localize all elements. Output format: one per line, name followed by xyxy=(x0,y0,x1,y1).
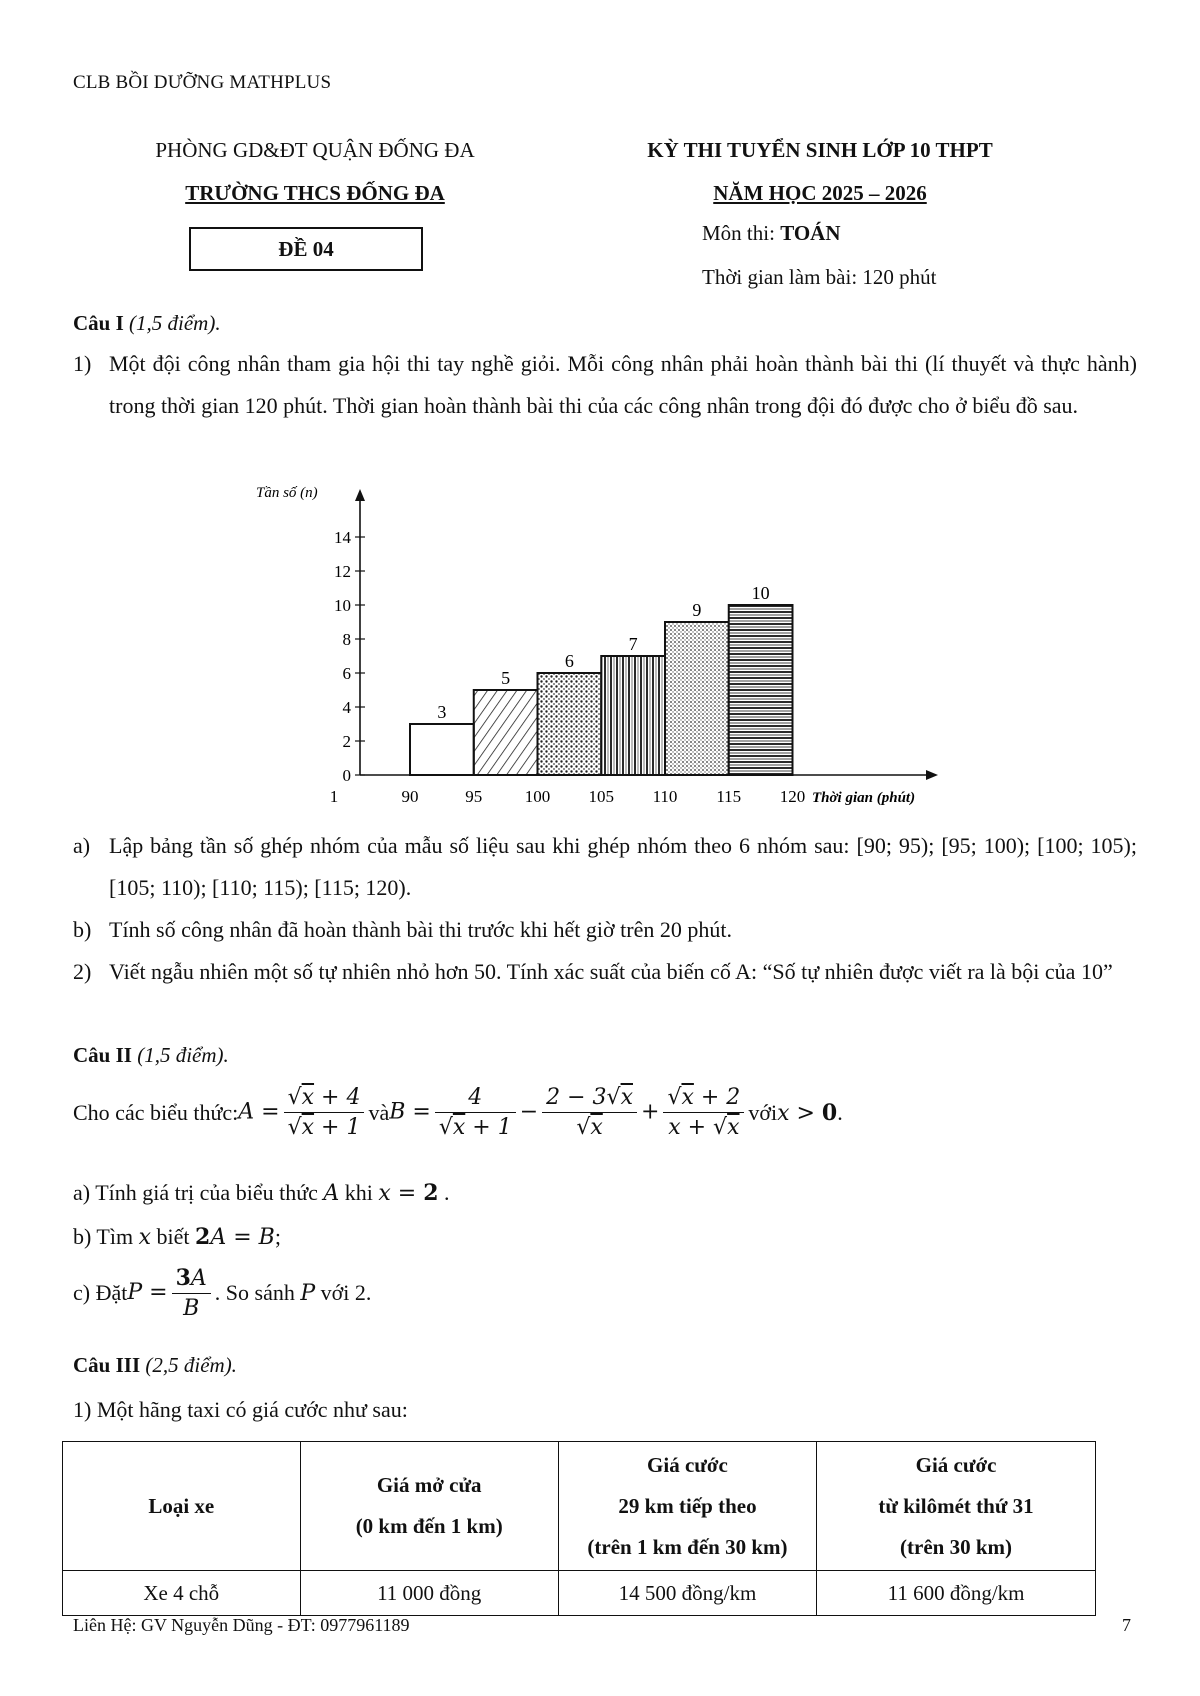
header-line: (0 km đến 1 km) xyxy=(355,1514,503,1538)
q1-part1-number: 1) xyxy=(73,351,92,376)
q2-part-b: b) Tìm x biết 2A = B; xyxy=(73,1224,281,1250)
q1-part2 xyxy=(73,951,1137,993)
x-tick-label: 100 xyxy=(524,787,551,806)
q2-a-text: a) Tính giá trị của biểu thức xyxy=(73,1180,324,1205)
y-tick-label: 12 xyxy=(334,562,351,581)
y-tick-label: 2 xyxy=(342,732,351,751)
q2-b-text: b) Tìm xyxy=(73,1224,139,1249)
q2-points: (1,5 điểm). xyxy=(137,1043,229,1067)
table-header-row xyxy=(63,1442,1096,1571)
q2-condition-label: với xyxy=(748,1099,778,1125)
x-axis-arrow xyxy=(926,770,938,780)
exam-code: ĐỀ 04 xyxy=(278,236,334,261)
header-line: 29 km tiếp theo xyxy=(618,1493,757,1518)
q2-part-c: c) Đặt P = $\frac{3A}{B}$ . So sánh P với 2. xyxy=(73,1265,372,1321)
y-axis-label: Tần số (n) xyxy=(256,485,318,501)
y-axis-arrow xyxy=(355,489,365,501)
taxi-fare-table xyxy=(62,1441,1096,1616)
q1-part1-text: Một đội công nhân tham gia hội thi tay nghề giỏi. Mỗi công nhân phải hoàn thành bài thi (lí thuyết và thực hành) trong thời gian 120 phút. Thời gian hoàn thành bài thi của các công nhân trong đội đó được cho ở biểu đồ sau. xyxy=(109,351,1137,418)
header-next-29km-fare xyxy=(558,1442,816,1571)
page-number: 7 xyxy=(1122,1615,1131,1635)
school-name: TRƯỜNG THCS ĐỐNG ĐA xyxy=(185,181,445,205)
header-over-30km-fare xyxy=(817,1442,1096,1571)
cell-vehicle: Xe 4 chỗ xyxy=(63,1571,301,1616)
bar-value-label: 5 xyxy=(501,668,511,688)
q2-part-a: a) Tính giá trị của biểu thức A khi x = 2 . xyxy=(73,1180,450,1206)
y-tick-label: 14 xyxy=(334,528,351,547)
q2-expressions: Cho các biểu thức: A = $\frac{√x + 4}{√x + 1}$ và B = $\frac{4}{√x + 1}$ − $\frac{2 - 3√x}{√x}$ + $\frac{√x + 2}{x + √x}$ với x > 0 . xyxy=(73,1085,843,1140)
q2-intro: Cho các biểu thức: xyxy=(73,1099,239,1125)
q3-part1: 1) Một hãng taxi có giá cước như sau: xyxy=(73,1397,408,1422)
header-line: Loại xe xyxy=(148,1493,215,1518)
histogram-bar xyxy=(729,605,793,775)
bar-value-label: 7 xyxy=(628,634,638,654)
q1-b-text: Tính số công nhân đã hoàn thành bài thi trước khi hết giờ trên 20 phút. xyxy=(109,917,732,942)
q2-and: và xyxy=(368,1099,390,1125)
q1-part-b xyxy=(73,909,1137,951)
q2-b-mid: biết xyxy=(151,1224,196,1249)
bar-value-label: 9 xyxy=(692,600,702,620)
cell-over-30-fare: 11 600 đồng/km xyxy=(817,1571,1096,1616)
bar-value-label: 10 xyxy=(751,583,770,603)
q1-part1 xyxy=(73,343,1137,427)
club-name: CLB BỒI DƯỠNG MATHPLUS xyxy=(73,72,332,93)
condition-expression: x > 0 xyxy=(777,1099,838,1126)
y-tick-label: 4 xyxy=(342,698,351,717)
q2-label: Câu II xyxy=(73,1043,138,1067)
header-opening-fare xyxy=(300,1442,558,1571)
footer-contact: Liên Hệ: GV Nguyễn Dũng - ĐT: 0977961189 xyxy=(73,1615,410,1635)
q1-b-number: b) xyxy=(73,917,92,942)
q1-part2-number: 2) xyxy=(73,959,92,984)
q1-label: Câu I xyxy=(73,311,130,335)
question-2-title xyxy=(73,1043,229,1068)
histogram-bar xyxy=(665,622,729,775)
y-tick-label: 0 xyxy=(342,766,351,785)
expression-a: A = $\frac{√x + 4}{√x + 1}$ xyxy=(238,1085,368,1140)
x-tick-label: 1 xyxy=(329,787,339,806)
q2-a-when: khi xyxy=(339,1180,379,1205)
histogram-bar xyxy=(474,690,538,775)
histogram-bar xyxy=(410,724,474,775)
cell-next-fare: 14 500 đồng/km xyxy=(558,1571,816,1616)
exam-title: KỲ THI TUYỂN SINH LỚP 10 THPT xyxy=(647,138,993,162)
histogram-bar xyxy=(601,656,665,775)
exam-code-box xyxy=(189,227,423,271)
x-tick-label: 110 xyxy=(652,787,678,806)
q2-c-end: . So sánh xyxy=(214,1280,295,1305)
q1-points: (1,5 điểm). xyxy=(129,311,221,335)
school-year: NĂM HỌC 2025 – 2026 xyxy=(713,181,927,205)
table-row xyxy=(63,1571,1096,1616)
q1-a-text: Lập bảng tần số ghép nhóm của mẫu số liệu sau khi ghép nhóm theo 6 nhóm sau: [90; 95); [95; 100); [100; 105); [105; 110); [110; 115); [115; 120). xyxy=(109,833,1137,900)
frequency-histogram xyxy=(250,485,950,820)
x-axis-label: Thời gian (phút) xyxy=(812,790,916,806)
header-line: Giá cước xyxy=(647,1452,728,1477)
office-name: PHÒNG GD&ĐT QUẬN ĐỐNG ĐA xyxy=(155,138,475,162)
bar-value-label: 3 xyxy=(437,702,447,722)
header-line: (trên 1 km đến 30 km) xyxy=(587,1534,788,1559)
q1-a-number: a) xyxy=(73,833,91,858)
question-1-title xyxy=(73,311,221,336)
chart-plot-area xyxy=(256,485,938,806)
bar-value-label: 6 xyxy=(564,651,574,671)
q3-label: Câu III xyxy=(73,1353,146,1377)
header-line: từ kilômét thứ 31 xyxy=(878,1493,1034,1518)
header-line: (trên 30 km) xyxy=(900,1534,1013,1559)
subject-line xyxy=(702,221,840,246)
x-tick-label: 105 xyxy=(588,787,614,806)
x-tick-label: 120 xyxy=(779,787,806,806)
exam-time: Thời gian làm bài: 120 phút xyxy=(702,265,937,289)
histogram-bar xyxy=(538,673,602,775)
y-tick-label: 10 xyxy=(334,596,351,615)
header-line: Giá mở cửa xyxy=(376,1473,482,1497)
expression-b: B = $\frac{4}{√x + 1}$ − $\frac{2 - 3√x}{√x}$ + $\frac{√x + 2}{x + √x}$ xyxy=(389,1085,748,1140)
cell-opening-fare: 11 000 đồng xyxy=(300,1571,558,1616)
q2-c-text: c) Đặt xyxy=(73,1280,128,1305)
fraction-a: $\frac{√x + 4}{√x + 1}$ xyxy=(284,1085,365,1140)
q1-part2-text: Viết ngẫu nhiên một số tự nhiên nhỏ hơn 50. Tính xác suất của biến cố A: “Số tự nhiên được viết ra là bội của 10” xyxy=(109,959,1113,984)
header-line: Giá cước xyxy=(915,1452,997,1477)
header-vehicle-type xyxy=(63,1442,301,1571)
y-tick-label: 8 xyxy=(342,630,351,649)
q2-c-end2: với 2. xyxy=(320,1280,372,1305)
subject: TOÁN xyxy=(780,221,841,245)
x-tick-label: 90 xyxy=(401,787,419,806)
subject-label: Môn thi: xyxy=(702,221,781,245)
x-tick-label: 115 xyxy=(716,787,742,806)
q3-points: (2,5 điểm). xyxy=(145,1353,237,1377)
q1-part-a xyxy=(73,825,1137,909)
y-tick-label: 6 xyxy=(342,664,351,683)
x-tick-label: 95 xyxy=(465,787,483,806)
question-3-title xyxy=(73,1353,237,1378)
